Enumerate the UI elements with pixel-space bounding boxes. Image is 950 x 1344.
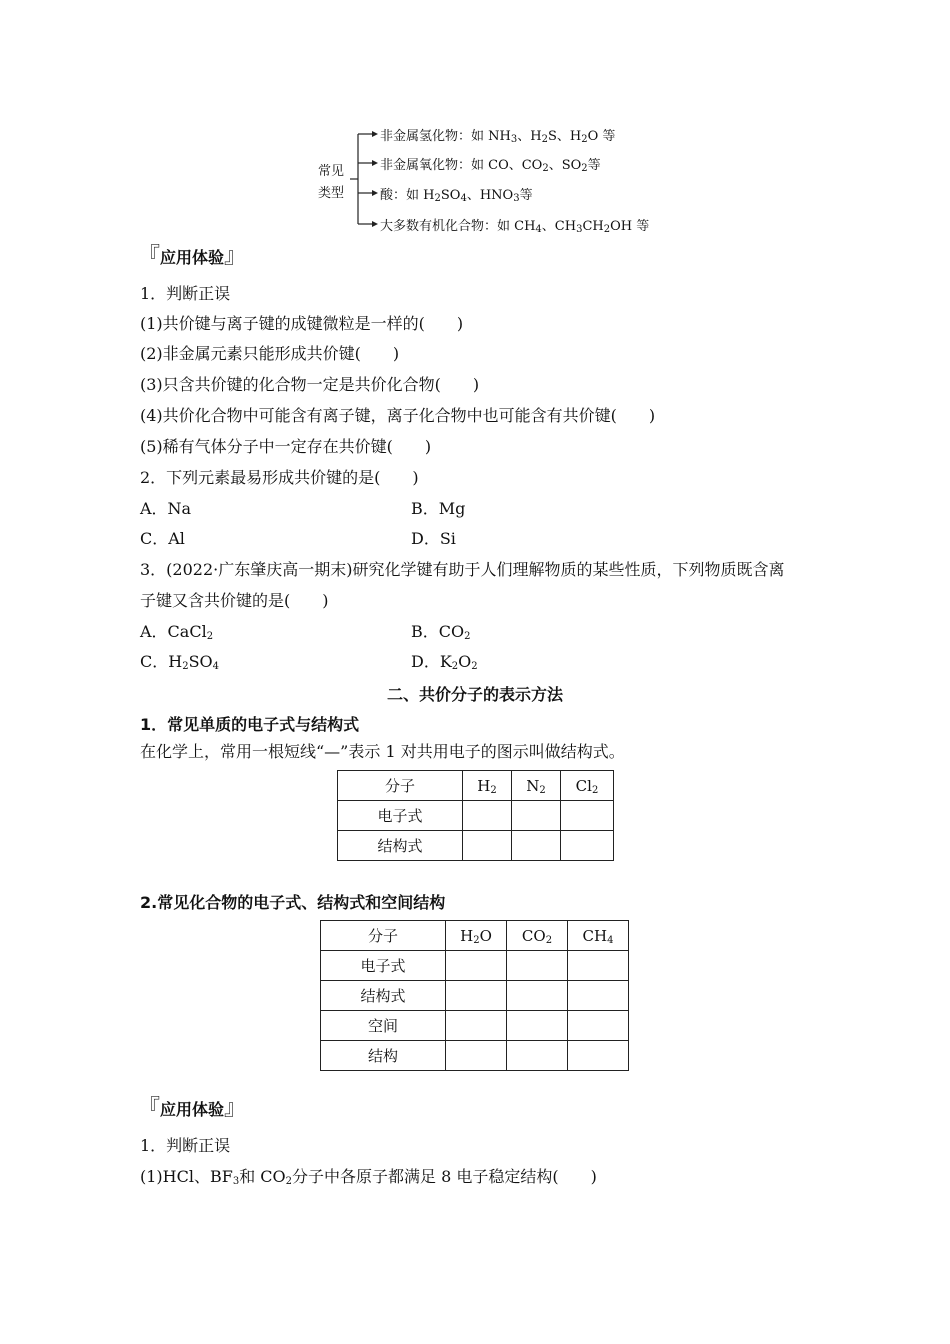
left-corner-bracket-icon: 『 bbox=[138, 1096, 161, 1121]
diagram-label: 常见 类型 bbox=[318, 164, 345, 201]
table-row: 电子式 bbox=[338, 801, 614, 831]
option-a: A．CaCl$_2$ bbox=[140, 622, 214, 642]
question-1-item: (1)共价键与离子键的成键微粒是一样的( ) bbox=[140, 314, 464, 333]
question-1-item: (1)HCl、$BF_3$和 $CO_2$分子中各原子都满足 8 电子稳定结构( ) bbox=[140, 1167, 597, 1187]
application-badge: 『应用体验』 bbox=[138, 1096, 247, 1121]
right-corner-bracket-icon: 』 bbox=[224, 1096, 247, 1121]
table-row: 电子式 bbox=[321, 951, 629, 981]
table-row: 结构式 bbox=[338, 831, 614, 861]
question-1-title: 1．判断正误 bbox=[140, 284, 231, 303]
option-d: D．$K_2O_2$ bbox=[411, 652, 478, 672]
option-a: A．Na bbox=[140, 499, 192, 518]
option-c: C．$H_2SO_4$ bbox=[140, 652, 220, 672]
right-corner-bracket-icon: 』 bbox=[224, 244, 247, 269]
diagram-branch-organics: 大多数有机化合物：如 $CH_4$、$CH_3CH_2OH$ 等 bbox=[380, 219, 650, 235]
table-row: 结构 bbox=[321, 1041, 629, 1071]
table-row: 空间 bbox=[321, 1011, 629, 1041]
question-2-title: 2．下列元素最易形成共价键的是( ) bbox=[140, 468, 419, 487]
application-badge: 『应用体验』 bbox=[138, 244, 247, 269]
left-corner-bracket-icon: 『 bbox=[138, 244, 161, 269]
table-row: 分子 $H_2$ $N_2$ $Cl_2$ bbox=[338, 771, 614, 801]
question-3-line-1: 3．(2022·广东肇庆高一期末)研究化学键有助于人们理解物质的某些性质，下列物质既含离 bbox=[140, 560, 785, 579]
table-row: 分子 $H_2O$ $CO_2$ $CH_4$ bbox=[321, 921, 629, 951]
option-c: C．Al bbox=[140, 529, 185, 548]
question-1-item: (5)稀有气体分子中一定存在共价键( ) bbox=[140, 437, 432, 456]
structural-formula-definition: 在化学上，常用一根短线“—”表示 1 对共用电子的图示叫做结构式。 bbox=[140, 742, 625, 761]
question-1-item: (4)共价化合物中可能含有离子键，离子化合物中也可能含有共价键( ) bbox=[140, 406, 656, 425]
elements-table bbox=[337, 770, 614, 861]
subsection-heading: 1．常见单质的电子式与结构式 bbox=[140, 715, 360, 734]
question-1-title: 1．判断正误 bbox=[140, 1136, 231, 1155]
diagram-branch-oxides: 非金属氧化物：如 CO、$CO_2$、$SO_2$等 bbox=[380, 158, 601, 174]
option-d: D．Si bbox=[411, 529, 456, 548]
diagram-branch-acids: 酸：如 $H_2SO_4$、$HNO_3$等 bbox=[380, 188, 533, 204]
section-heading: 二、共价分子的表示方法 bbox=[386, 685, 563, 704]
compounds-table bbox=[320, 920, 629, 1071]
subsection-heading: 2.常见化合物的电子式、结构式和空间结构 bbox=[140, 893, 446, 912]
option-b: B．$CO_2$ bbox=[411, 622, 471, 642]
diagram-bracket bbox=[350, 124, 380, 234]
diagram-branch-hydrides: 非金属氢化物：如 $NH_3$、$H_2S$、$H_2O$ 等 bbox=[380, 129, 616, 145]
option-b: B．Mg bbox=[411, 499, 466, 518]
table-row: 结构式 bbox=[321, 981, 629, 1011]
question-1-item: (2)非金属元素只能形成共价键( ) bbox=[140, 344, 400, 363]
question-1-item: (3)只含共价键的化合物一定是共价化合物( ) bbox=[140, 375, 480, 394]
question-3-line-2: 子键又含共价键的是( ) bbox=[140, 591, 329, 610]
